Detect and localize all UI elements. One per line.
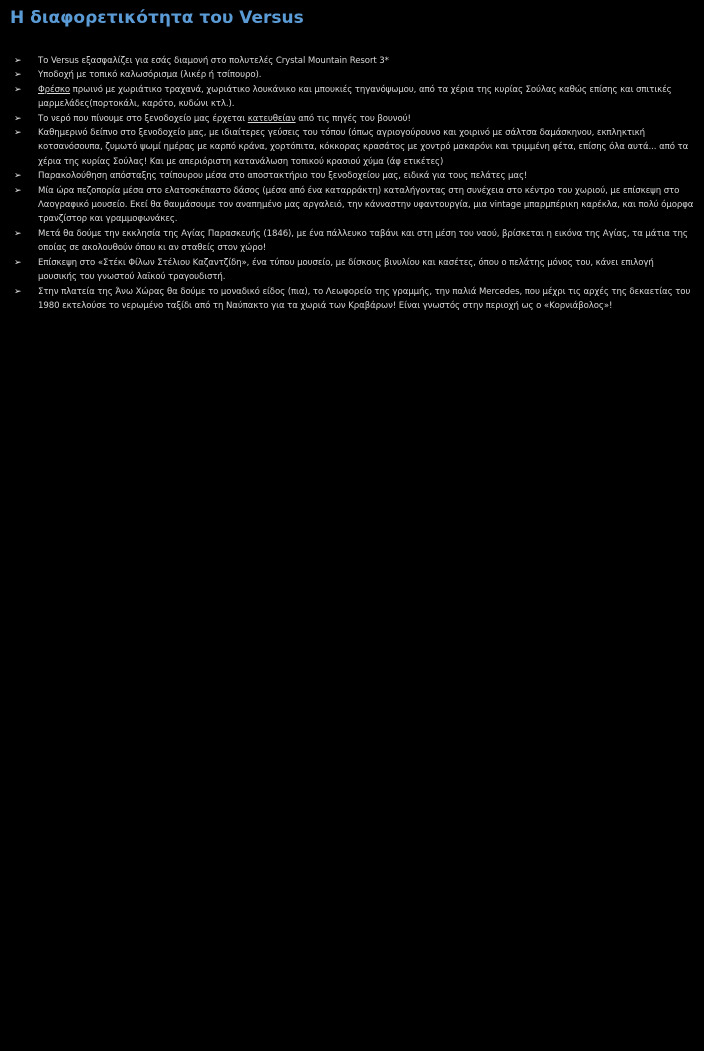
item-text: Καθημερινό δείπνο στο ξενοδοχείο μας, με ιδιαίτερες γεύσεις του τόπου (όπως αγριογούρουνο και χοιρινό με σάλτσα δαμάσκηνου, εκπληκτική κοτσανόσουπα, ζυμωτό ψωμί ημέρας με καρπό κράνα, χορτόπιτα, κόκκορας κρασάτος με χοντρό μακαρόνι και τριμμένη φέτα, επίσης όλα αυτά... από τα χέρια της κυρίας Σούλας! Και με απεριόριστη κατανάλωση τοπικού κρασιού χύμα (άφ ετικέτες) <box>38 128 689 167</box>
item-text: Στην πλατεία της Άνω Χώρας θα δούμε το μοναδικό είδος (πια), το Λεωφορείο της γραμμής, την παλιά Mercedes, που μέχρι τις αρχές της δεκαετίας του 1980 εκτελούσε το νερωμένο ταξίδι από τη Ναύπακτο για τα χωριά των Κραβάρων! Είναι γνωστός στην περιοχή ως ο «Κορνιάβολος»! <box>38 286 691 311</box>
page-title: Η διαφορετικότητα του Versus <box>10 8 304 28</box>
feature-list <box>14 54 694 313</box>
item-text-underlined: κατευθείαν <box>247 113 296 124</box>
list-item <box>14 68 694 82</box>
item-text: πρωινό με χωριάτικο τραχανά, χωριάτικο λουκάνικο και μπουκιές τηγανόψωμου, από τα χέρια της κυρίας Σούλας καθώς επίσης και σπιτικές μαρμελάδες(πορτοκάλι, καρότο, κυδώνι κτλ.). <box>38 84 672 110</box>
arrowhead-bullet-icon: ➢ <box>14 257 22 268</box>
item-text: Υποδοχή με τοπικό καλωσόρισμα (λικέρ ή τσίπουρο). <box>38 70 262 81</box>
item-text: Το νερό που πίνουμε στο ξενοδοχείο μας έρχεται <box>38 113 248 124</box>
item-text: Μετά θα δούμε την εκκλησία της Αγίας Παρασκευής (1846), με ένα πάλλευκο ταβάνι και στη μέση του ναού, βρίσκεται η εικόνα της Αγίας, τα μάτια της οποίας σε ακολουθούν όπου κι αν σταθείς στον χώρο! <box>38 228 688 254</box>
arrowhead-bullet-icon: ➢ <box>14 128 22 139</box>
list-item <box>14 126 694 169</box>
arrowhead-bullet-icon: ➢ <box>14 286 22 297</box>
item-text: Επίσκεψη στο «Στέκι Φίλων Στέλιου Καζαντζίδη», ένα τύπου μουσείο, με δίσκους βινυλίου και κασέτες, όπου ο πελάτης μόνος του, κάνει επιλογή μουσικής του γνωστού λαϊκού τραγουδιστή. <box>38 257 654 283</box>
arrowhead-bullet-icon: ➢ <box>14 70 22 81</box>
list-item <box>14 227 694 256</box>
arrowhead-bullet-icon: ➢ <box>14 56 22 66</box>
arrowhead-bullet-icon: ➢ <box>14 185 22 196</box>
list-item <box>14 54 694 68</box>
item-text: Μία ώρα πεζοπορία μέσα στο ελατοσκέπαστο δάσος (μέσα από ένα καταρράκτη) καταλήγοντας στη συνέχεια στο κέντρο του χωριού, με επίσκεψη στο Λαογραφικό μουσείο. Εκεί θα θαυμάσουμε τον αναπημένο μας αργαλειό, την κάνναστην υφαντουργία, μια vintage μπαρμπέρικη καρέκλα, και πολύ όμορφα τρανζίστορ και γραμμοφωνάκες. <box>38 185 694 225</box>
list-item <box>14 285 694 314</box>
list-item <box>14 112 694 126</box>
list-item <box>14 256 694 285</box>
item-text: Παρακολούθηση απόσταξης τσίπουρου μέσα στο αποστακτήριο του ξενοδοχείου μας, ειδικά για τους πελάτες μας! <box>38 171 528 182</box>
list-item <box>14 169 694 183</box>
item-text: από τις πηγές του βουνού! <box>295 113 411 124</box>
arrowhead-bullet-icon: ➢ <box>14 84 22 95</box>
list-item <box>14 184 694 227</box>
list-item <box>14 83 694 112</box>
arrowhead-bullet-icon: ➢ <box>14 228 22 239</box>
arrowhead-bullet-icon: ➢ <box>14 171 22 182</box>
item-text-underlined: Φρέσκο <box>38 84 71 95</box>
item-text: Το Versus εξασφαλίζει για εσάς διαμονή στο πολυτελές Crystal Mountain Resort 3* <box>38 56 389 66</box>
arrowhead-bullet-icon: ➢ <box>14 113 22 124</box>
